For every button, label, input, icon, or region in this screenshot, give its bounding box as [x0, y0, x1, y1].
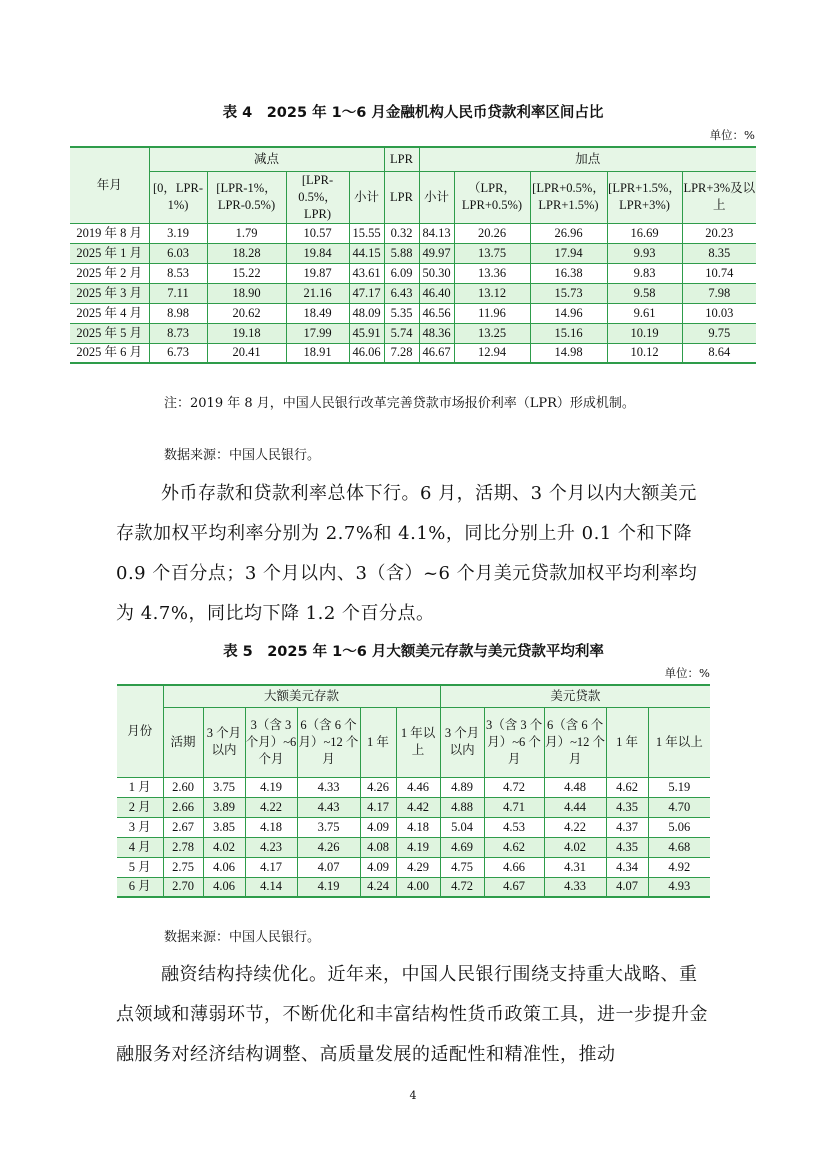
table-cell: 48.09	[349, 303, 384, 323]
header-loan-3: 1 年	[606, 707, 648, 777]
table-cell: 45.91	[349, 323, 384, 343]
table-cell: 5.06	[648, 817, 710, 837]
table-cell: 44.15	[349, 243, 384, 263]
header-sub-5: 小计	[419, 171, 454, 223]
header-group-deposit: 大额美元存款	[163, 685, 440, 707]
table-cell: 10.57	[286, 223, 349, 243]
table-cell: 18.90	[207, 283, 286, 303]
table-cell: 2.67	[163, 817, 203, 837]
table-cell: 17.94	[530, 243, 607, 263]
table-cell: 4.08	[360, 837, 396, 857]
table-cell: 15.16	[530, 323, 607, 343]
table-cell: 4.29	[396, 857, 440, 877]
table-cell: 2.75	[163, 857, 203, 877]
table4	[70, 146, 756, 364]
row-label-cell: 2025 年 5 月	[70, 323, 149, 343]
header-group-decrease: 减点	[149, 147, 384, 171]
header-deposit-3: 6（含 6 个月）~12 个月	[297, 707, 360, 777]
table-cell: 3.85	[203, 817, 245, 837]
table-cell: 50.30	[419, 263, 454, 283]
table-cell: 15.55	[349, 223, 384, 243]
table-cell: 49.97	[419, 243, 454, 263]
table-cell: 4.93	[648, 877, 710, 897]
table-row	[117, 857, 710, 877]
table-cell: 47.17	[349, 283, 384, 303]
table-cell: 3.89	[203, 797, 245, 817]
table-cell: 18.28	[207, 243, 286, 263]
row-label-cell: 6 月	[117, 877, 163, 897]
table-cell: 8.64	[682, 343, 756, 363]
table-cell: 7.98	[682, 283, 756, 303]
table-cell: 10.19	[607, 323, 682, 343]
table-cell: 4.35	[606, 837, 648, 857]
table-cell: 4.37	[606, 817, 648, 837]
table-cell: 7.11	[149, 283, 207, 303]
header-loan-1: 3（含 3 个月）~6 个月	[484, 707, 544, 777]
table-cell: 5.88	[384, 243, 419, 263]
table-cell: 46.67	[419, 343, 454, 363]
table-cell: 4.18	[245, 817, 297, 837]
table-cell: 9.61	[607, 303, 682, 323]
table-cell: 4.09	[360, 857, 396, 877]
row-label-cell: 5 月	[117, 857, 163, 877]
header-sub-8: [LPR+1.5%，LPR+3%)	[607, 171, 682, 223]
table-cell: 4.71	[484, 797, 544, 817]
table-cell: 4.75	[440, 857, 484, 877]
table-cell: 4.35	[606, 797, 648, 817]
header-sub-9: LPR+3%及以上	[682, 171, 756, 223]
paragraph-financing-structure: 融资结构持续优化。近年来，中国人民银行围绕支持重大战略、重点领域和薄弱环节，不断优化和丰富结构性货币政策工具，进一步提升金融服务对经济结构调整、高质量发展的适配性和精准性，推动	[116, 964, 708, 1065]
table-cell: 4.46	[396, 777, 440, 797]
table-cell: 4.26	[297, 837, 360, 857]
table5-unit: 单位：%	[664, 666, 710, 680]
header-sub-2: [LPR-0.5%，LPR)	[286, 171, 349, 223]
table-cell: 4.06	[203, 877, 245, 897]
table-cell: 19.84	[286, 243, 349, 263]
table-cell: 4.22	[245, 797, 297, 817]
table-cell: 4.48	[544, 777, 606, 797]
table-cell: 48.36	[419, 323, 454, 343]
table-cell: 2.78	[163, 837, 203, 857]
table-cell: 4.02	[544, 837, 606, 857]
table-cell: 4.72	[484, 777, 544, 797]
table-cell: 4.92	[648, 857, 710, 877]
header-group-loan: 美元贷款	[440, 685, 710, 707]
table-cell: 13.36	[454, 263, 530, 283]
table-row	[70, 323, 756, 343]
table-cell: 1.79	[207, 223, 286, 243]
header-deposit-2: 3（含 3 个月）~6 个月	[245, 707, 297, 777]
table-cell: 9.83	[607, 263, 682, 283]
table-cell: 18.91	[286, 343, 349, 363]
row-label-cell: 1 月	[117, 777, 163, 797]
table-cell: 84.13	[419, 223, 454, 243]
header-loan-4: 1 年以上	[648, 707, 710, 777]
row-label-cell: 2 月	[117, 797, 163, 817]
table-cell: 4.69	[440, 837, 484, 857]
table-cell: 4.33	[544, 877, 606, 897]
header-year-month: 年月	[70, 147, 149, 223]
table-cell: 4.53	[484, 817, 544, 837]
header-month: 月份	[117, 685, 163, 777]
table-cell: 16.69	[607, 223, 682, 243]
table-cell: 9.93	[607, 243, 682, 263]
table-cell: 2.60	[163, 777, 203, 797]
table5	[117, 684, 710, 898]
table-row	[117, 797, 710, 817]
table-cell: 9.75	[682, 323, 756, 343]
table-cell: 4.44	[544, 797, 606, 817]
table-cell: 4.23	[245, 837, 297, 857]
header-deposit-5: 1 年以上	[396, 707, 440, 777]
header-loan-0: 3 个月以内	[440, 707, 484, 777]
header-sub-7: [LPR+0.5%，LPR+1.5%)	[530, 171, 607, 223]
table-cell: 20.41	[207, 343, 286, 363]
table-cell: 3.75	[297, 817, 360, 837]
table-cell: 46.56	[419, 303, 454, 323]
table-cell: 9.58	[607, 283, 682, 303]
table-cell: 17.99	[286, 323, 349, 343]
header-group-lpr: LPR	[384, 147, 419, 171]
header-deposit-0: 活期	[163, 707, 203, 777]
row-label-cell: 2019 年 8 月	[70, 223, 149, 243]
table-cell: 13.75	[454, 243, 530, 263]
table-cell: 4.26	[360, 777, 396, 797]
table-cell: 46.06	[349, 343, 384, 363]
table-cell: 6.43	[384, 283, 419, 303]
table-cell: 26.96	[530, 223, 607, 243]
row-label-cell: 2025 年 3 月	[70, 283, 149, 303]
table-cell: 43.61	[349, 263, 384, 283]
header-deposit-1: 3 个月以内	[203, 707, 245, 777]
table-cell: 4.17	[245, 857, 297, 877]
table-cell: 2.70	[163, 877, 203, 897]
table-row	[70, 283, 756, 303]
row-label-cell: 3 月	[117, 817, 163, 837]
table-cell: 4.68	[648, 837, 710, 857]
table-cell: 4.67	[484, 877, 544, 897]
table-cell: 4.66	[484, 857, 544, 877]
table-cell: 4.14	[245, 877, 297, 897]
table4-note: 注：2019 年 8 月，中国人民银行改革完善贷款市场报价利率（LPR）形成机制。	[164, 396, 635, 411]
table-cell: 5.74	[384, 323, 419, 343]
table-cell: 15.22	[207, 263, 286, 283]
table-cell: 10.12	[607, 343, 682, 363]
table-cell: 16.38	[530, 263, 607, 283]
table-cell: 21.16	[286, 283, 349, 303]
table-cell: 4.02	[203, 837, 245, 857]
table-cell: 46.40	[419, 283, 454, 303]
row-label-cell: 2025 年 2 月	[70, 263, 149, 283]
table4-unit: 单位：%	[709, 128, 755, 142]
table-cell: 12.94	[454, 343, 530, 363]
table-cell: 4.34	[606, 857, 648, 877]
table-cell: 4.19	[245, 777, 297, 797]
table5-caption: 表 5 2025 年 1～6 月大额美元存款与美元贷款平均利率	[223, 644, 604, 660]
table-cell: 10.03	[682, 303, 756, 323]
table-cell: 4.18	[396, 817, 440, 837]
table-cell: 4.89	[440, 777, 484, 797]
table-cell: 5.19	[648, 777, 710, 797]
table-cell: 11.96	[454, 303, 530, 323]
table-cell: 4.31	[544, 857, 606, 877]
table-cell: 13.25	[454, 323, 530, 343]
table-row	[117, 877, 710, 897]
header-sub-3: 小计	[349, 171, 384, 223]
table-cell: 8.98	[149, 303, 207, 323]
table-cell: 4.06	[203, 857, 245, 877]
table-cell: 5.35	[384, 303, 419, 323]
table-cell: 4.72	[440, 877, 484, 897]
page-number: 4	[409, 1089, 417, 1102]
header-deposit-4: 1 年	[360, 707, 396, 777]
table-cell: 4.19	[396, 837, 440, 857]
table4-source: 数据来源：中国人民银行。	[164, 448, 321, 463]
table-cell: 8.53	[149, 263, 207, 283]
table-cell: 6.09	[384, 263, 419, 283]
table-row	[70, 303, 756, 323]
table-cell: 20.23	[682, 223, 756, 243]
table-cell: 4.19	[297, 877, 360, 897]
table-cell: 14.98	[530, 343, 607, 363]
table-cell: 14.96	[530, 303, 607, 323]
table-cell: 19.87	[286, 263, 349, 283]
table-cell: 4.42	[396, 797, 440, 817]
table-cell: 19.18	[207, 323, 286, 343]
table-cell: 7.28	[384, 343, 419, 363]
header-group-increase: 加点	[419, 147, 756, 171]
table-row	[117, 837, 710, 857]
table-cell: 4.17	[360, 797, 396, 817]
row-label-cell: 2025 年 4 月	[70, 303, 149, 323]
header-sub-4: LPR	[384, 171, 419, 223]
table-cell: 5.04	[440, 817, 484, 837]
table4-caption: 表 4 2025 年 1～6 月金融机构人民币贷款利率区间占比	[222, 105, 604, 121]
table-cell: 13.12	[454, 283, 530, 303]
header-loan-2: 6（含 6 个月）~12 个月	[544, 707, 606, 777]
table-cell: 4.00	[396, 877, 440, 897]
table-cell: 4.62	[484, 837, 544, 857]
table-cell: 2.66	[163, 797, 203, 817]
table-cell: 18.49	[286, 303, 349, 323]
table-cell: 4.33	[297, 777, 360, 797]
table-row	[117, 817, 710, 837]
table-cell: 4.22	[544, 817, 606, 837]
table-cell: 3.19	[149, 223, 207, 243]
table-row	[70, 243, 756, 263]
table-cell: 4.88	[440, 797, 484, 817]
table-cell: 4.07	[606, 877, 648, 897]
table-cell: 4.07	[297, 857, 360, 877]
table-cell: 10.74	[682, 263, 756, 283]
table-row	[117, 777, 710, 797]
table-cell: 0.32	[384, 223, 419, 243]
table-cell: 20.62	[207, 303, 286, 323]
table-cell: 4.43	[297, 797, 360, 817]
table-cell: 3.75	[203, 777, 245, 797]
table-cell: 4.09	[360, 817, 396, 837]
table-row	[70, 343, 756, 363]
table-cell: 4.24	[360, 877, 396, 897]
table-cell: 20.26	[454, 223, 530, 243]
table-row	[70, 223, 756, 243]
header-sub-0: [0，LPR-1%)	[149, 171, 207, 223]
table-cell: 8.35	[682, 243, 756, 263]
header-sub-6: （LPR，LPR+0.5%)	[454, 171, 530, 223]
table5-source: 数据来源：中国人民银行。	[164, 930, 321, 945]
paragraph-foreign-currency-rates: 外币存款和贷款利率总体下行。6 月，活期、3 个月以内大额美元存款加权平均利率分别为 2.7%和 4.1%，同比分别上升 0.1 个和下降 0.9 个百分点；3 个月以内、3（含）~6 个月美元贷款加权平均利率均为 4.7%，同比均下降 1.2 个百分点。	[116, 483, 698, 624]
table-cell: 15.73	[530, 283, 607, 303]
table-cell: 6.03	[149, 243, 207, 263]
table-cell: 8.73	[149, 323, 207, 343]
table-cell: 6.73	[149, 343, 207, 363]
row-label-cell: 2025 年 6 月	[70, 343, 149, 363]
table-cell: 4.70	[648, 797, 710, 817]
row-label-cell: 2025 年 1 月	[70, 243, 149, 263]
table-row	[70, 263, 756, 283]
header-sub-1: [LPR-1%，LPR-0.5%)	[207, 171, 286, 223]
row-label-cell: 4 月	[117, 837, 163, 857]
table-cell: 4.62	[606, 777, 648, 797]
